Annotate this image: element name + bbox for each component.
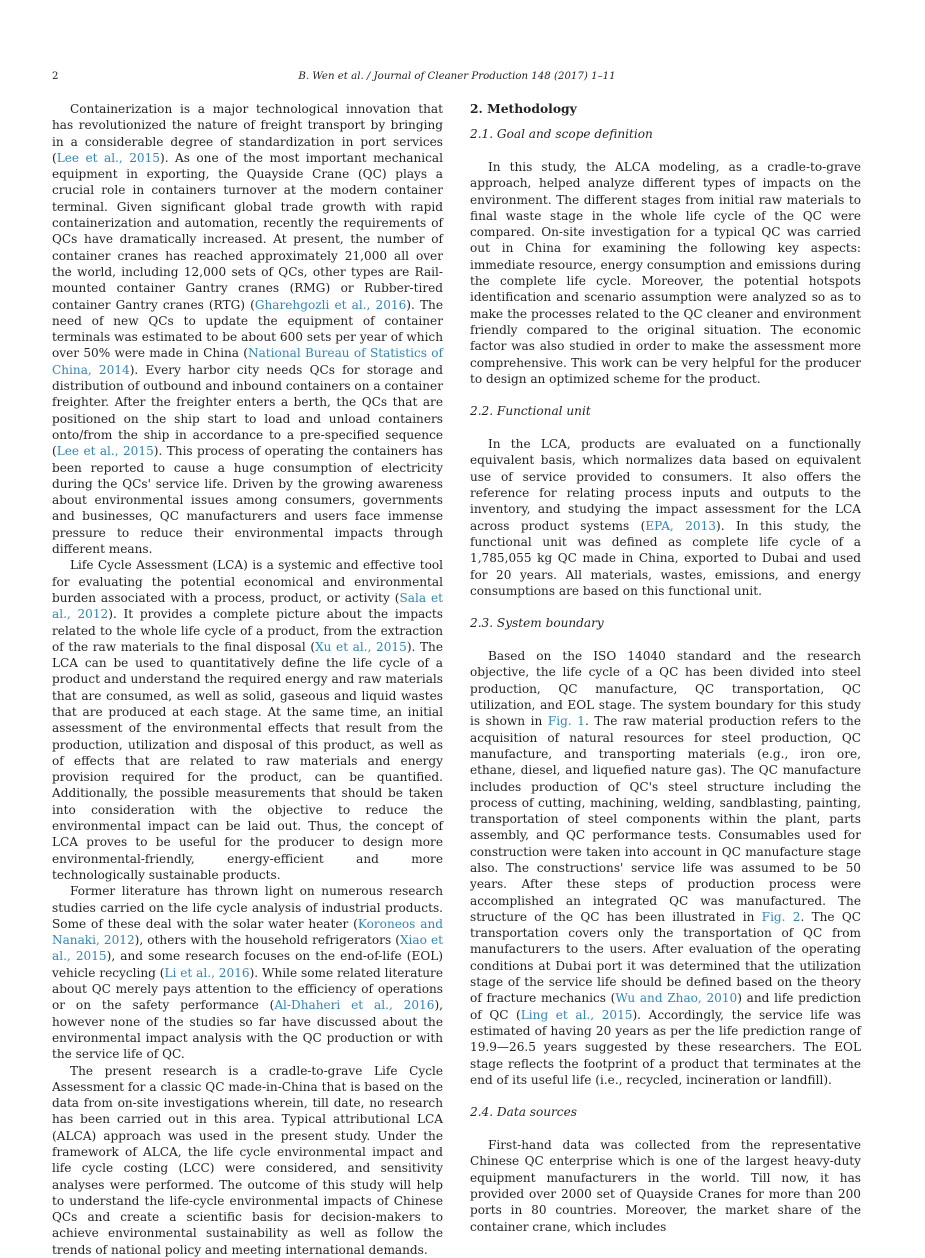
citation-link[interactable]: Fig. 1 [547, 714, 585, 729]
citation-link[interactable]: Sala et al., 2012 [52, 590, 443, 622]
paragraph-introduction-4 [52, 1063, 443, 1258]
paragraph-introduction-2 [52, 557, 443, 883]
citation-link[interactable]: Wu and Zhao, 2010 [615, 991, 738, 1006]
citation-link[interactable]: Koroneos and Nanaki, 2012 [52, 916, 443, 948]
text-run: ). The LCA can be used to quantitatively define the life cycle of a product and understand the required energy and raw materials that are consumed, as well as solid, gaseous and liquid wastes that are produced at each stage. At the same time, an initial assessment of the environmental effects that result from the production, utilization and disposal of this product, as well as of effects that are related to raw materials and energy provision required for the product, can be quantified. Additionally, the possible measurements that should be taken into consideration with the objective to reduce the environmental impact can be laid out. Thus, the concept of LCA proves to be useful for the producer to design more environmental-friendly, energy-efficient and more technologically sustainable products. [52, 639, 444, 882]
citation-link[interactable]: Li et al., 2016 [164, 965, 250, 980]
text-run: ), however none of the studies so far have discussed about the environmental impact analysis with the QC production or with the service life of QC. [52, 998, 443, 1062]
subsection-title-data-sources: 2.4. Data sources [470, 1105, 577, 1120]
text-run: In this study, the ALCA modeling, as a cradle-to-grave approach, helped analyze different types of impacts on the environment. The different stages from initial raw materials to final waste stage in the whole life cycle of the QC were compared. On-site investigation for a typical QC was carried out in China for examining the following key aspects: immediate resource, energy consumption and emissions during the complete life cycle. Moreover, the potential hotspots identification and scenario assumption were analyzed so as to make the processes related to the QC cleaner and environment friendly compared to the original situation. The economic factor was also studied in order to make the assessment more comprehensive. This work can be very helpful for the producer to design an optimized scheme for the product. [470, 160, 861, 386]
paragraph-data-sources [470, 1137, 861, 1235]
text-run: ), and some research focuses on the end-of-life (EOL) vehicle recycling ( [52, 949, 443, 980]
text-run: First-hand data was collected from the representative Chinese QC enterprise which is one of the largest heavy-duty equipment manufacturers in the world. Till now, it has provided over 2000 set of Quayside Cranes for more than 200 ports in 80 countries. Moreover, the market share of the container crane, which includes [470, 1138, 861, 1234]
paragraph-introduction-3 [52, 883, 443, 1062]
citation-link[interactable]: Lee et al., 2015 [56, 150, 160, 165]
text-run: ), others with the household refrigerators ( [134, 933, 400, 948]
subsection-title-goal-scope: 2.1. Goal and scope definition [470, 127, 653, 141]
text-run: The present research is a cradle-to-grave Life Cycle Assessment for a classic QC made-in-China that is based on the data from on-site investigations wherein, till date, no research has been carried out in this area. Typical attributional LCA (ALCA) approach was used in the present study. Under the framework of ALCA, the life cycle environmental impact and life cycle costing (LCC) were considered, and sensitivity analyses were performed. The outcome of this study will help to understand the life-cycle environmental impacts of Chinese QCs and create a scientific basis for decision-makers to achieve environmental sustainability as well as follow the trends of national policy and meeting international demands. [52, 1063, 443, 1257]
citation-link[interactable]: Xu et al., 2015 [315, 639, 407, 654]
text-run: ). The need of new QCs to update the equipment of container terminals was estimated to be about 600 sets per year of which over 50% were made in China ( [52, 297, 443, 361]
running-title: B. Wen et al. / Journal of Cleaner Production 148 (2017) 1–11 [298, 71, 616, 82]
left-column [52, 101, 443, 1258]
paragraph-goal-scope [470, 159, 861, 387]
citation-link[interactable]: Fig. 2 [761, 909, 801, 924]
running-header [52, 71, 862, 87]
citation-link[interactable]: Xiao et al., 2015 [52, 933, 443, 964]
subsection-title-system-boundary: 2.3. System boundary [470, 616, 604, 631]
citation-link[interactable]: Lee et al., 2015 [56, 444, 154, 459]
section-title-methodology: 2. Methodology [470, 101, 577, 116]
text-run: ). This process of operating the containers has been reported to cause a huge consumption of electricity during the QCs' service life. Driven by the growing awareness about environmental issues among consumers, governments and businesses, QC manufacturers and users face immense pressure to reduce their environmental impacts through different means. [52, 444, 443, 557]
text-run: In the LCA, products are evaluated on a functionally equivalent basis, which normalizes data based on equivalent use of service provided to consumers. It also offers the reference for relating process inputs and outputs to the inventory, and studying the impact assessment for the LCA across product systems ( [470, 437, 861, 533]
paragraph-introduction-1 [52, 101, 443, 557]
text-run: Containerization is a major technological innovation that has revolutionized the nature of freight transport by bringing in a considerable degree of standardization in port services ( [52, 102, 443, 165]
text-run: . The raw material production refers to the acquisition of natural resources for steel production, QC manufacture, and transporting materials (e.g., iron ore, ethane, diesel, and liquefied nature gas). The QC manufacture includes production of QC's steel structure including the process of cutting, machining, welding, sandblasting, painting, transportation of steel components within the plant, parts assembly, and QC performance tests. Consumables used for construction were taken into account in QC manufacture stage also. The constructions' service life was assumed to be 50 years. After these steps of production process were accomplished an integrated QC was manufactured. The structure of the QC has been illustrated in [470, 714, 861, 924]
text-run: ). Accordingly, the service life was estimated of having 20 years as per the life prediction range of 19.9—26.5 years suggested by these researchers. The EOL stage reflects the footprint of a product that terminates at the end of its useful life (i.e., recycled, incineration or landfill). [470, 1007, 861, 1087]
page-number: 2 [52, 71, 59, 82]
paragraph-system-boundary [470, 648, 861, 1088]
text-run: ). Every harbor city needs QCs for storage and distribution of outbound and inbound containers on a container freighter. After the freighter enters a berth, the QCs that are positioned on the ship start to load and unload containers onto/from the ship in accordance to a pre-specified sequence ( [52, 362, 443, 459]
subsection-title-functional-unit: 2.2. Functional unit [470, 404, 591, 419]
citation-link[interactable]: EPA, 2013 [645, 518, 716, 533]
text-run: ) and life prediction of QC ( [470, 991, 861, 1022]
text-run: ). As one of the most important mechanical equipment in exporting, the Quayside Crane (QC) plays a crucial role in containers turnover at the modern container terminal. Given significant global trade growth with rapid containerization and automation, recently the requirements of QCs have dramatically increased. At present, the number of container cranes has reached approximately 21,000 all over the world, including 12,000 sets of QCs, other types are Rail-mounted container Gantry cranes (RMG) or Rubber-tired container Gantry cranes (RTG) ( [52, 150, 443, 312]
paragraph-functional-unit [470, 436, 861, 599]
text-run: ). In this study, the functional unit was defined as complete life cycle of a 1,785,055 kg QC made in China, exported to Dubai and used for 20 years. All materials, wastes, emissions, and energy consumptions are based on this functional unit. [470, 518, 861, 598]
citation-link[interactable]: Gharehgozli et al., 2016 [254, 297, 407, 312]
text-run: ). While some related literature about QC merely pays attention to the efficiency of operations or on the safety performance ( [52, 965, 443, 1013]
text-run: . The QC transportation covers only the transportation of QC from manufacturers to the users. After evaluation of the operating conditions at Dubai port it was determined that the utilization stage of the service life should be defined based on the theory of fracture mechanics ( [470, 909, 861, 1006]
text-run: ). It provides a complete picture about the impacts related to the whole life cycle of a product, from the extraction of the raw materials to the final disposal ( [52, 607, 443, 654]
text-run: Former literature has thrown light on numerous research studies carried on the life cycle analysis of industrial products. Some of these deal with the solar water heater ( [52, 884, 443, 931]
right-column [470, 101, 861, 1235]
text-run: Based on the ISO 14040 standard and the research objective, the life cycle of a QC has been divided into steel production, QC manufacture, QC transportation, QC utilization, and EOL stage. The system boundary for this study is shown in [470, 649, 861, 729]
text-run: Life Cycle Assessment (LCA) is a systemic and effective tool for evaluating the potential economical and environmental burden associated with a process, product, or activity ( [52, 558, 443, 605]
citation-link[interactable]: Ling et al., 2015 [520, 1007, 633, 1022]
citation-link[interactable]: National Bureau of Statistics of China, 2014 [52, 346, 443, 377]
citation-link[interactable]: Al-Dhaheri et al., 2016 [274, 998, 435, 1013]
